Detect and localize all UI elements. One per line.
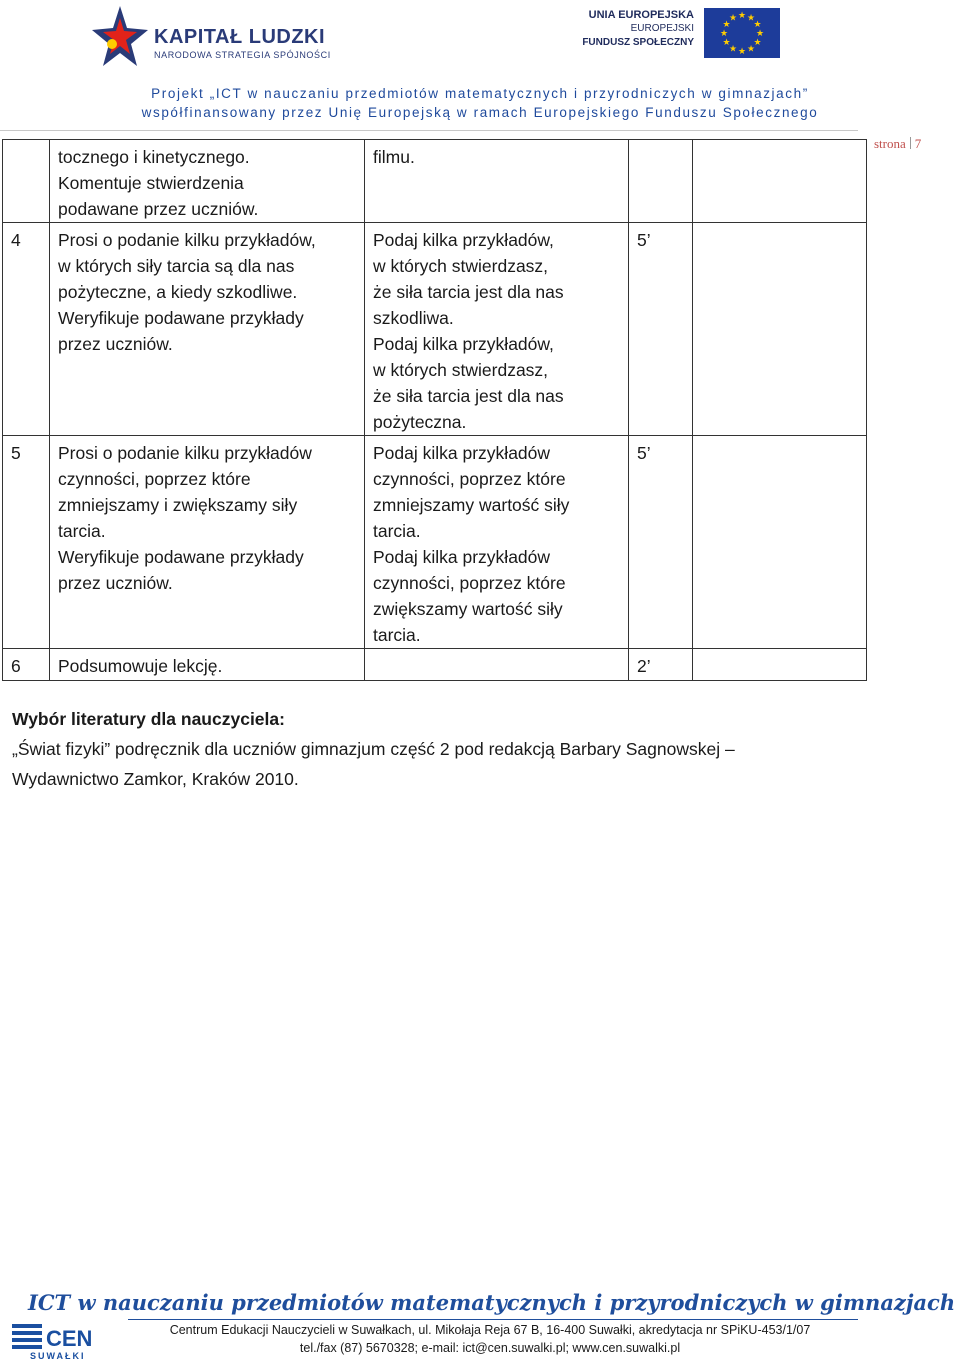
student-activity-cell bbox=[365, 223, 629, 436]
text-line: Podaj kilka przykładów, bbox=[373, 334, 554, 354]
eu-line-3: FUNDUSZ SPOŁECZNY bbox=[582, 37, 694, 48]
time-cell: 5’ bbox=[629, 436, 693, 649]
time-cell: 5’ bbox=[629, 223, 693, 436]
text-line: że siła tarcia jest dla nas bbox=[373, 282, 564, 302]
notes-cell bbox=[693, 140, 867, 223]
literature-entry-line: Wydawnictwo Zamkor, Kraków 2010. bbox=[12, 769, 299, 789]
text-line: tocznego i kinetycznego. bbox=[58, 147, 250, 167]
svg-text:★: ★ bbox=[746, 44, 756, 55]
student-activity-cell bbox=[365, 649, 629, 681]
svg-text:★: ★ bbox=[753, 20, 762, 30]
text-line: tarcia. bbox=[373, 625, 421, 645]
text-line: podawane przez uczniów. bbox=[58, 199, 259, 219]
text-line: Podaj kilka przykładów bbox=[373, 547, 551, 567]
footer-contact-line: tel./fax (87) 5670328; e-mail: ict@cen.suwalki.pl; www.cen.suwalki.pl bbox=[299, 1341, 681, 1355]
text-line: że siła tarcia jest dla nas bbox=[373, 386, 564, 406]
text-line: Podaj kilka przykładów, bbox=[373, 230, 554, 250]
page-label-separator bbox=[910, 137, 911, 149]
text-line: czynności, poprzez które bbox=[373, 469, 566, 489]
text-line: Komentuje stwierdzenia bbox=[58, 173, 244, 193]
kapital-ludzki-subtitle: NARODOWA STRATEGIA SPÓJNOŚCI bbox=[154, 50, 331, 60]
notes-cell bbox=[693, 436, 867, 649]
text-line: czynności, poprzez które bbox=[373, 573, 566, 593]
text-line: filmu. bbox=[373, 147, 415, 167]
student-activity-cell bbox=[365, 436, 629, 649]
kapital-ludzki-logo bbox=[90, 4, 330, 70]
cen-suwalki-logo bbox=[12, 1322, 112, 1360]
page-header bbox=[0, 0, 960, 130]
text-line: Podsumowuje lekcję. bbox=[58, 656, 223, 676]
eu-logo bbox=[580, 8, 780, 60]
text-line: zmniejszamy wartość siły bbox=[373, 495, 570, 515]
text-line: przez uczniów. bbox=[58, 334, 173, 354]
student-activity-cell bbox=[365, 140, 629, 223]
page-footer bbox=[0, 1286, 960, 1369]
svg-text:★: ★ bbox=[728, 44, 738, 55]
text-line: Prosi o podanie kilku przykładów bbox=[58, 443, 312, 463]
page-word: strona bbox=[874, 136, 906, 151]
svg-text:★: ★ bbox=[737, 47, 747, 57]
text-line: zwiększamy wartość siły bbox=[373, 599, 563, 619]
table-row bbox=[3, 223, 867, 436]
step-number-cell: 6 bbox=[3, 649, 50, 681]
lesson-plan-table bbox=[2, 139, 867, 681]
project-funding-line: współfinansowany przez Unię Europejską w ramach Europejskiego Funduszu Społecznego bbox=[141, 105, 819, 120]
time-cell: 2’ bbox=[629, 649, 693, 681]
svg-text:★: ★ bbox=[755, 29, 765, 39]
text-line: czynności, poprzez które bbox=[58, 469, 251, 489]
svg-text:★: ★ bbox=[722, 20, 731, 30]
table-row bbox=[3, 436, 867, 649]
step-number-cell bbox=[3, 140, 50, 223]
notes-cell bbox=[693, 223, 867, 436]
notes-cell bbox=[693, 649, 867, 681]
svg-text:★: ★ bbox=[737, 11, 747, 21]
text-line: tarcia. bbox=[58, 521, 106, 541]
text-line: w których siły tarcia są dla nas bbox=[58, 256, 295, 276]
kapital-ludzki-title: KAPITAŁ LUDZKI bbox=[154, 26, 326, 48]
teacher-activity-cell bbox=[50, 436, 365, 649]
teacher-activity-cell bbox=[50, 140, 365, 223]
literature-entry-line: „Świat fizyki” podręcznik dla uczniów gimnazjum część 2 pod redakcją Barbary Sagnowskej – bbox=[12, 739, 735, 759]
cen-logo-text: CEN bbox=[46, 1326, 93, 1351]
literature-heading: Wybór literatury dla nauczyciela: bbox=[12, 709, 285, 729]
cen-logo-subtext: SUWAŁKI bbox=[30, 1351, 86, 1360]
teacher-activity-cell bbox=[50, 649, 365, 681]
literature-section bbox=[12, 704, 735, 794]
footer-address-line: Centrum Edukacji Nauczycieli w Suwałkach, ul. Mikołaja Reja 67 B, 16-400 Suwałki, akredytacja nr SPiKU-453/1/07 bbox=[169, 1323, 811, 1337]
teacher-activity-cell bbox=[50, 223, 365, 436]
text-line: w których stwierdzasz, bbox=[373, 256, 549, 276]
footer-address bbox=[120, 1321, 860, 1357]
step-number-cell: 5 bbox=[3, 436, 50, 649]
header-divider bbox=[0, 130, 858, 131]
table-row bbox=[3, 649, 867, 681]
text-line: szkodliwa. bbox=[373, 308, 454, 328]
text-line: pożyteczna. bbox=[373, 412, 467, 432]
svg-text:★: ★ bbox=[746, 13, 756, 24]
text-line: Weryfikuje podawane przykłady bbox=[58, 547, 304, 567]
svg-text:★: ★ bbox=[719, 29, 729, 39]
text-line: przez uczniów. bbox=[58, 573, 173, 593]
eu-flag-icon bbox=[704, 8, 780, 58]
eu-logo-text bbox=[582, 8, 694, 50]
eu-line-1: UNIA EUROPEJSKA bbox=[588, 9, 694, 21]
project-title-line: Projekt „ICT w nauczaniu przedmiotów matematycznych i przyrodniczych w gimnazjach” bbox=[151, 86, 809, 101]
text-line: pożyteczne, a kiedy szkodliwe. bbox=[58, 282, 298, 302]
time-cell bbox=[629, 140, 693, 223]
text-line: Prosi o podanie kilku przykładów, bbox=[58, 230, 316, 250]
text-line: Podaj kilka przykładów bbox=[373, 443, 551, 463]
text-line: Weryfikuje podawane przykłady bbox=[58, 308, 304, 328]
step-number-cell: 4 bbox=[3, 223, 50, 436]
text-line: tarcia. bbox=[373, 521, 421, 541]
page-number-label bbox=[874, 136, 921, 152]
svg-text:★: ★ bbox=[753, 38, 762, 48]
eu-line-2: EUROPEJSKI bbox=[630, 23, 694, 34]
page-number: 7 bbox=[914, 136, 922, 151]
svg-text:★: ★ bbox=[722, 38, 731, 48]
table-row bbox=[3, 140, 867, 223]
text-line: w których stwierdzasz, bbox=[373, 360, 549, 380]
footer-divider bbox=[128, 1319, 858, 1320]
text-line: zmniejszamy i zwiększamy siły bbox=[58, 495, 298, 515]
kapital-ludzki-star-icon bbox=[90, 4, 150, 70]
footer-project-title: ICT w nauczaniu przedmiotów matematycznych i przyrodniczych w gimnazjach bbox=[28, 1290, 956, 1315]
svg-text:★: ★ bbox=[728, 13, 738, 24]
